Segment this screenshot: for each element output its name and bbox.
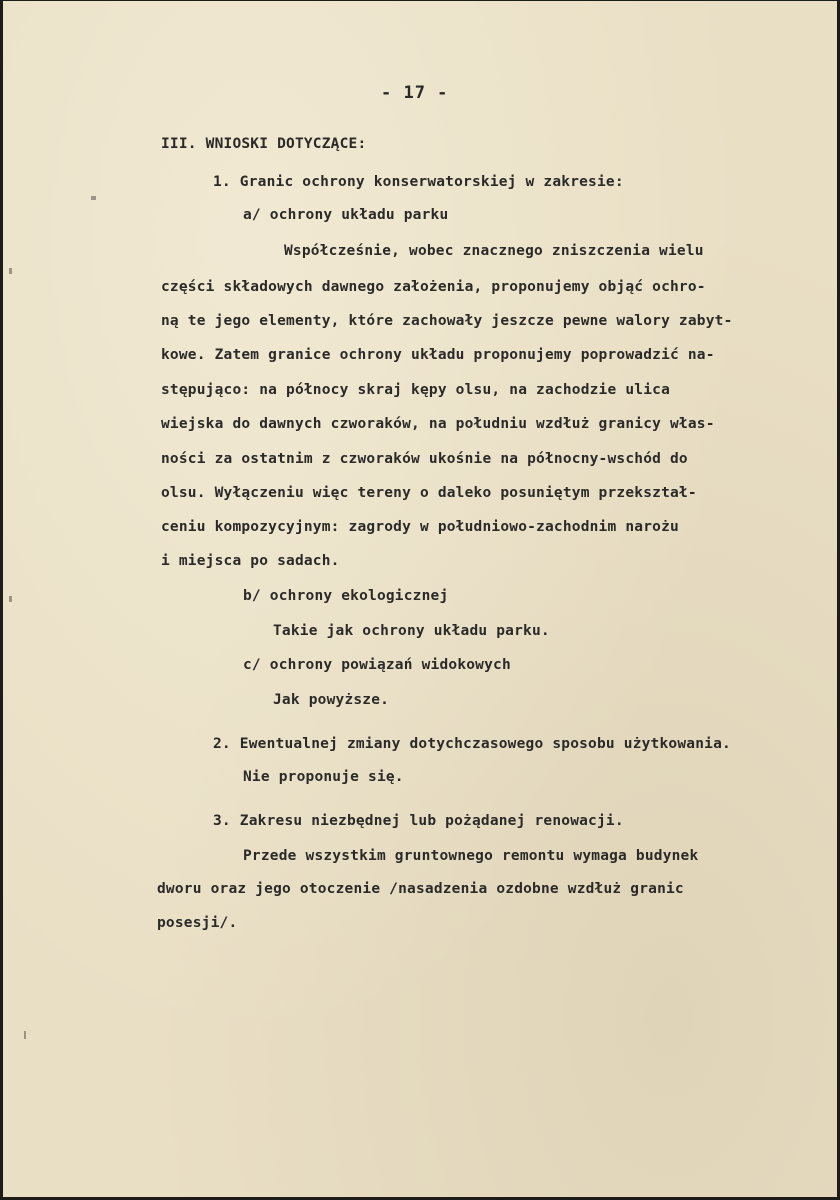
item-1c-text: Jak powyższe.: [273, 692, 390, 708]
document-page: [3, 1, 837, 1197]
scan-speck: [24, 1031, 26, 1039]
item-1a-line: kowe. Zatem granice ochrony układu proponujemy poprowadzić na-: [161, 347, 715, 363]
item-1a-line: ceniu kompozycyjnym: zagrody w południowo-zachodnim narożu: [161, 519, 679, 535]
item-1a-title: a/ ochrony układu parku: [243, 207, 449, 223]
item-1a-line: wiejska do dawnych czworaków, na południu wzdłuż granicy włas-: [161, 416, 715, 432]
item-1-title: 1. Granic ochrony konserwatorskiej w zakresie:: [213, 174, 624, 190]
scan-speck: [9, 268, 12, 274]
item-1c-title: c/ ochrony powiązań widokowych: [243, 657, 511, 673]
item-1a-line: olsu. Wyłączeniu więc tereny o daleko posuniętym przekształ-: [161, 485, 697, 501]
item-2-title: 2. Ewentualnej zmiany dotychczasowego sposobu użytkowania.: [213, 736, 731, 752]
item-1a-line: części składowych dawnego założenia, proponujemy objąć ochro-: [161, 279, 706, 295]
item-1a-line: stępująco: na północy skraj kępy olsu, na zachodzie ulica: [161, 382, 670, 398]
page-number: - 17 -: [381, 83, 449, 103]
item-3-line: dworu oraz jego otoczenie /nasadzenia ozdobne wzdłuż granic: [157, 881, 684, 897]
section-heading: III. WNIOSKI DOTYCZĄCE:: [161, 136, 367, 152]
item-1b-title: b/ ochrony ekologicznej: [243, 588, 449, 604]
item-3-line: Przede wszystkim gruntownego remontu wymaga budynek: [243, 848, 699, 864]
item-3-line: posesji/.: [157, 915, 238, 931]
item-1a-line: i miejsca po sadach.: [161, 553, 340, 569]
scan-speck: [9, 596, 12, 602]
item-2-text: Nie proponuje się.: [243, 769, 404, 785]
item-1a-line: Współcześnie, wobec znacznego zniszczenia wielu: [284, 243, 704, 259]
scan-speck: [91, 196, 96, 200]
item-1a-line: ności za ostatnim z czworaków ukośnie na północny-wschód do: [161, 451, 688, 467]
item-1a-line: ną te jego elementy, które zachowały jeszcze pewne walory zabyt-: [161, 313, 733, 329]
item-1b-text: Takie jak ochrony układu parku.: [273, 623, 550, 639]
item-3-title: 3. Zakresu niezbędnej lub pożądanej renowacji.: [213, 813, 624, 829]
